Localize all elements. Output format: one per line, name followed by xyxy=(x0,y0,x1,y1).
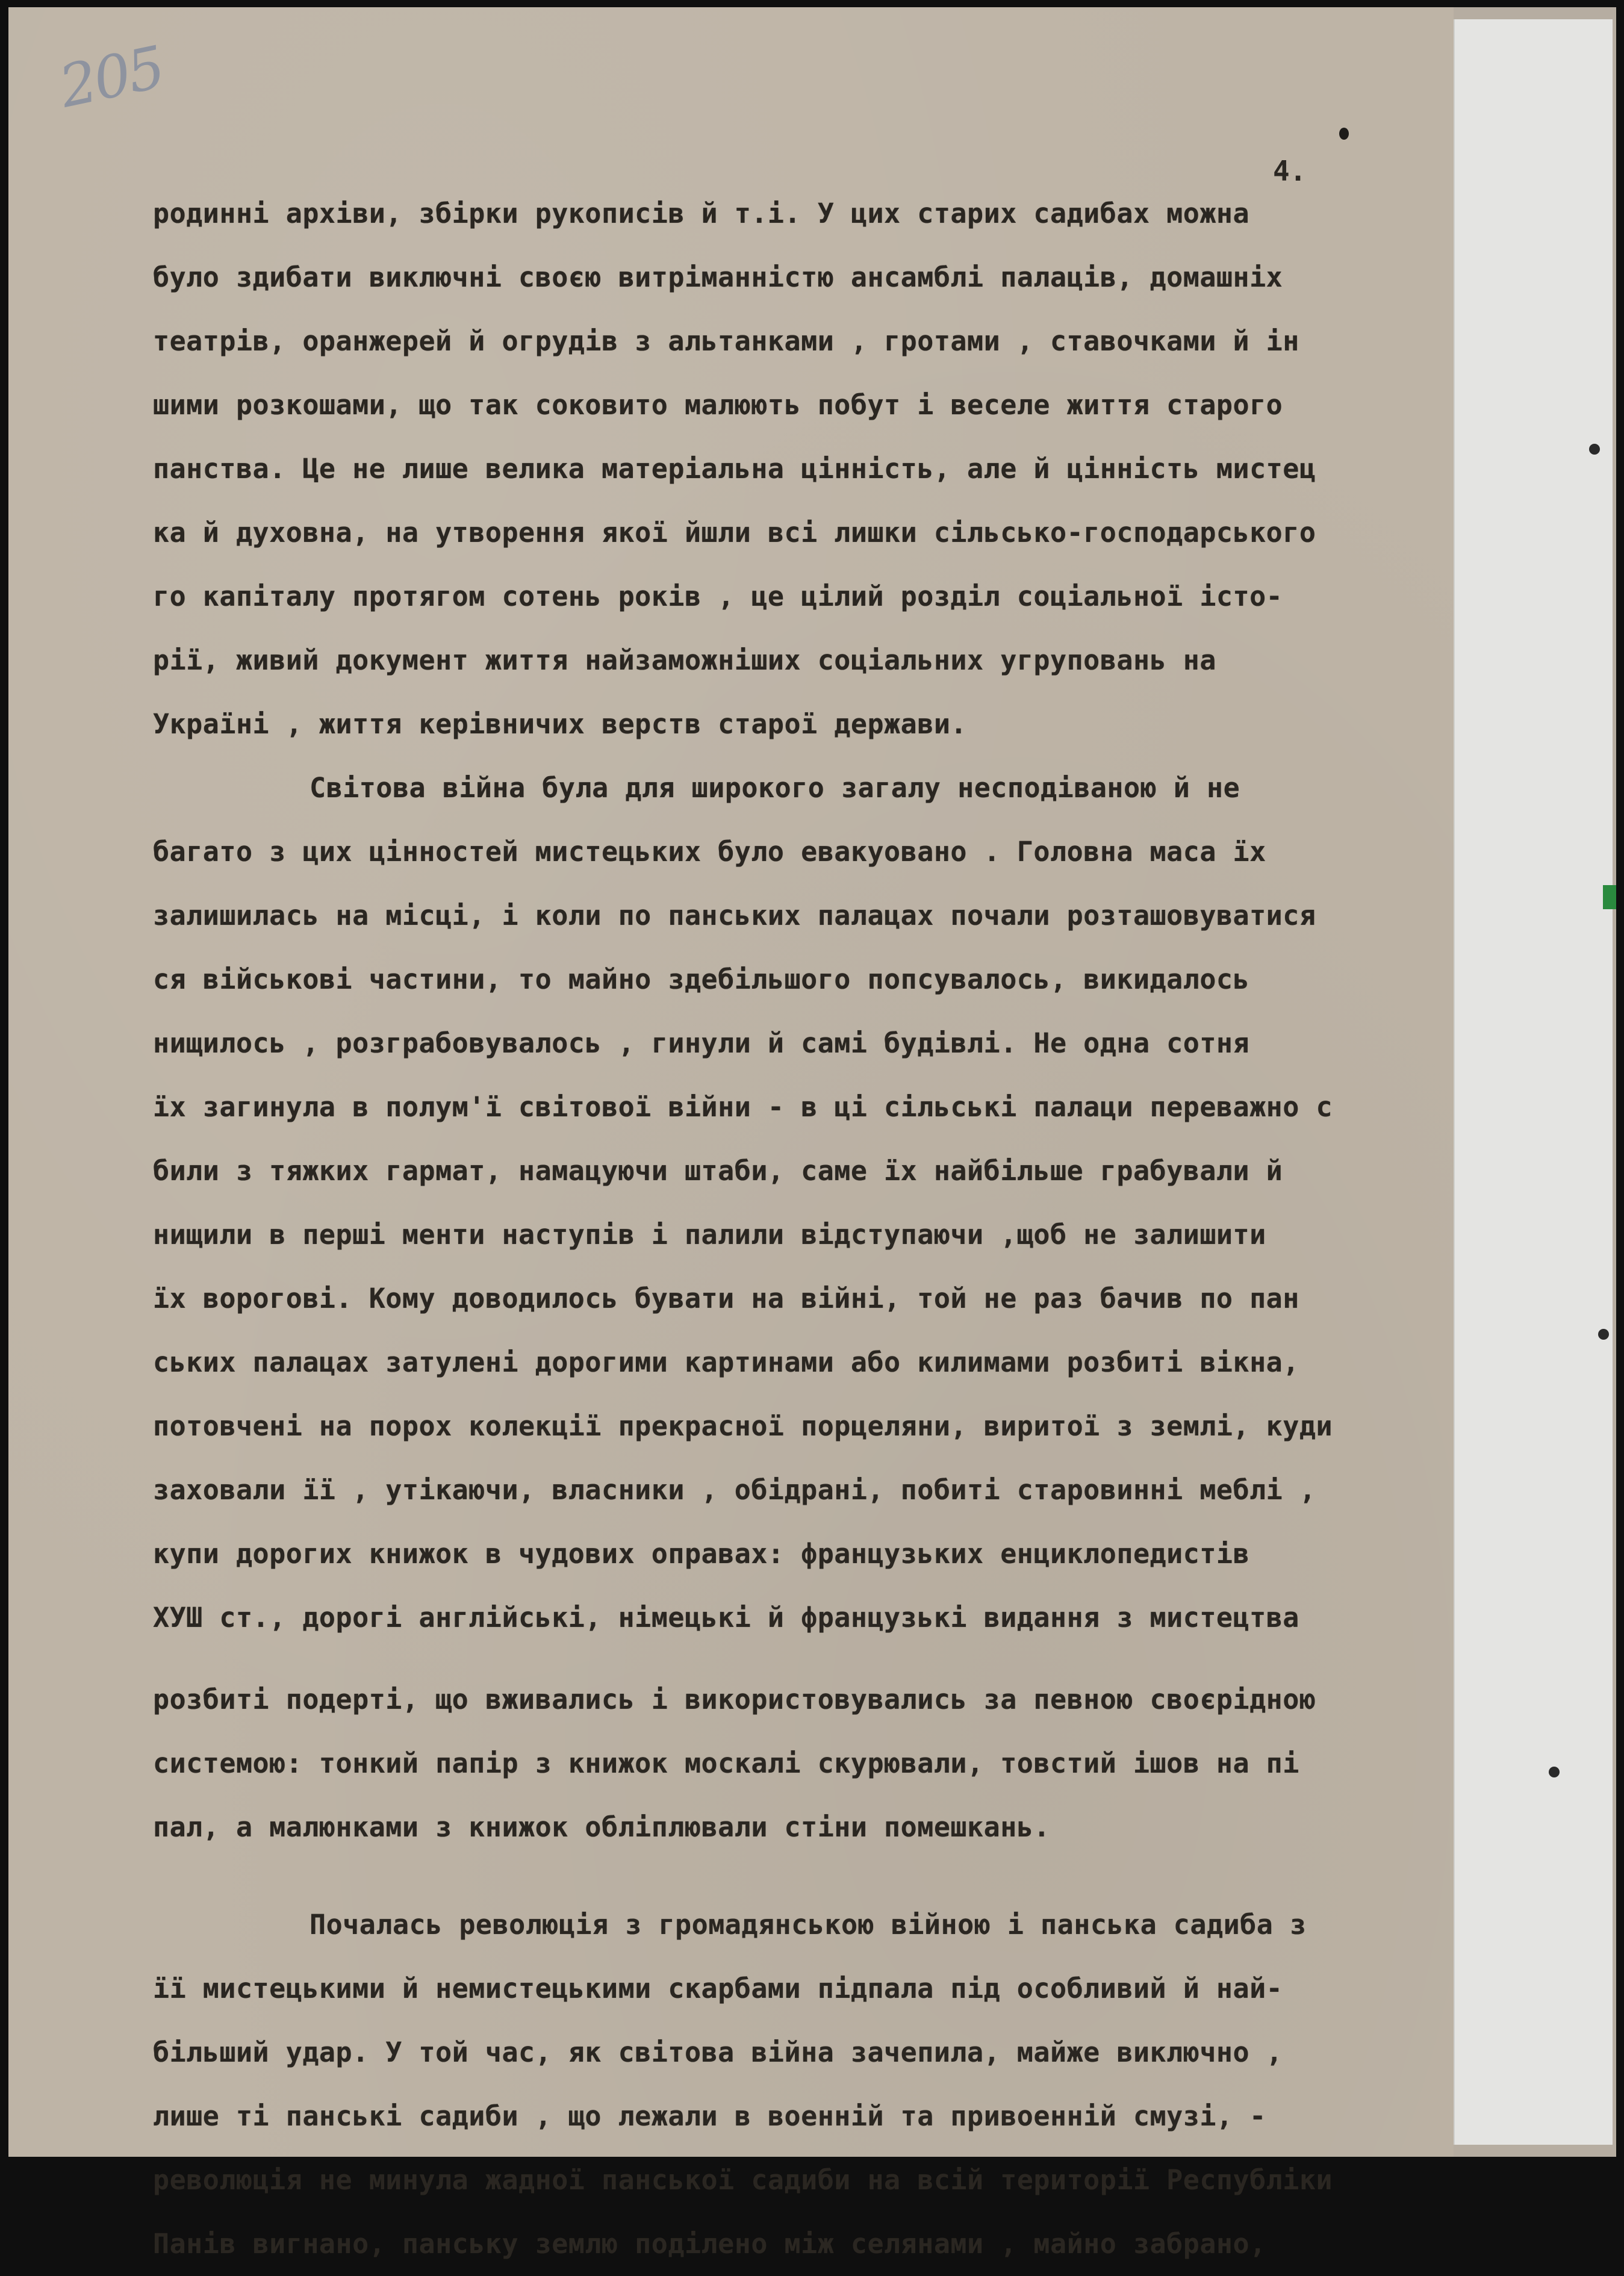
text-line: Україні , життя керівничих верств старої держави. xyxy=(153,708,968,740)
text-line: били з тяжких гармат, намацуючи штаби, саме їх найбільше грабували й xyxy=(153,1155,1283,1187)
binding-hole xyxy=(1549,1767,1560,1777)
text-line: пал, а малюнками з книжок обліплювали стіни помешкань. xyxy=(153,1811,1050,1843)
color-tab-marker xyxy=(1603,885,1616,909)
paragraph-start-line: Почалась революція з громадянською війною і панська садиба з xyxy=(310,1909,1307,1941)
text-line: багато з цих цінностей мистецьких було евакуовано . Головна маса їх xyxy=(153,836,1266,868)
archive-folio-mark: 205 xyxy=(54,33,169,121)
text-line: їх загинула в полум'ї світової війни - в ці сільські палаци переважно с xyxy=(153,1091,1333,1123)
text-line: родинні архіви, збірки рукописів й т.і. У цих старих садибах можна xyxy=(153,197,1250,229)
ink-blot xyxy=(1339,128,1349,140)
text-line: ХУШ ст., дорогі англійські, німецькі й французькі видання з мистецтва xyxy=(153,1602,1299,1634)
paper-sheet xyxy=(8,7,1454,2260)
text-line: Панів вигнано, панську землю поділено між селянами , майно забрано, xyxy=(153,2228,1266,2260)
text-line: нищили в перші менти наступів і палили відступаючи ,щоб не залишити xyxy=(153,1219,1266,1251)
text-line: їх ворогові. Кому доводилось бувати на війні, той не раз бачив по пан xyxy=(153,1283,1299,1314)
page-number: 4. xyxy=(1273,155,1307,187)
text-line: шими розкошами, що так соковито малюють побут і веселе життя старого xyxy=(153,389,1283,421)
text-line: нищилось , розграбовувалось , гинули й самі будівлі. Не одна сотня xyxy=(153,1027,1250,1059)
text-line: залишилась на місці, і коли по панських палацах почали розташовуватися xyxy=(153,900,1316,931)
backing-sheet xyxy=(1454,19,1613,2145)
text-line: панства. Це не лише велика матеріальна цінність, але й цінність мистец xyxy=(153,453,1316,485)
paragraph-start-line: Світова війна була для широкого загалу несподіваною й не xyxy=(310,772,1240,804)
text-line: театрів, оранжерей й огрудів з альтанками , гротами , ставочками й ін xyxy=(153,325,1299,357)
text-line: більший удар. У той час, як світова війна зачепила, майже виключно , xyxy=(153,2036,1283,2068)
text-line: го капіталу протягом сотень років , це цілий розділ соціальної істо- xyxy=(153,580,1283,612)
text-line: ся військові частини, то майно здебільшого попсувалось, викидалось xyxy=(153,963,1250,995)
text-line: розбиті подерті, що вживались і використовувались за певною своєрідною xyxy=(153,1684,1316,1715)
text-line: купи дорогих книжок в чудових оправах: французьких енциклопедистів xyxy=(153,1538,1250,1570)
text-line: її мистецькими й немистецькими скарбами підпала під особливий й най- xyxy=(153,1973,1283,2004)
text-line: ка й духовна, на утворення якої йшли всі лишки сільсько-господарського xyxy=(153,517,1316,549)
binding-hole xyxy=(1589,444,1600,455)
text-line: ських палацах затулені дорогими картинами або килимами розбиті вікна, xyxy=(153,1346,1299,1378)
binding-hole xyxy=(1598,1329,1609,1340)
text-line: лише ті панські садиби , що лежали в военній та привоенній смузі, - xyxy=(153,2100,1266,2132)
text-line: революція не минула жадної панської садиби на всій території Республіки xyxy=(153,2164,1333,2196)
text-line: рії, живий документ життя найзаможніших соціальних угруповань на xyxy=(153,644,1216,676)
scanned-page xyxy=(8,7,1616,2260)
text-line: було здибати виключні своєю витріманністю ансамблі палаців, домашніх xyxy=(153,261,1283,293)
document-body xyxy=(153,182,1454,2276)
text-line: заховали її , утікаючи, власники , обідрані, побиті старовинні меблі , xyxy=(153,1474,1316,1506)
text-line: системою: тонкий папір з книжок москалі скурювали, товстий ішов на пі xyxy=(153,1747,1299,1779)
text-line: потовчені на порох колекції прекрасної порцеляни, виритої з землі, куди xyxy=(153,1410,1333,1442)
